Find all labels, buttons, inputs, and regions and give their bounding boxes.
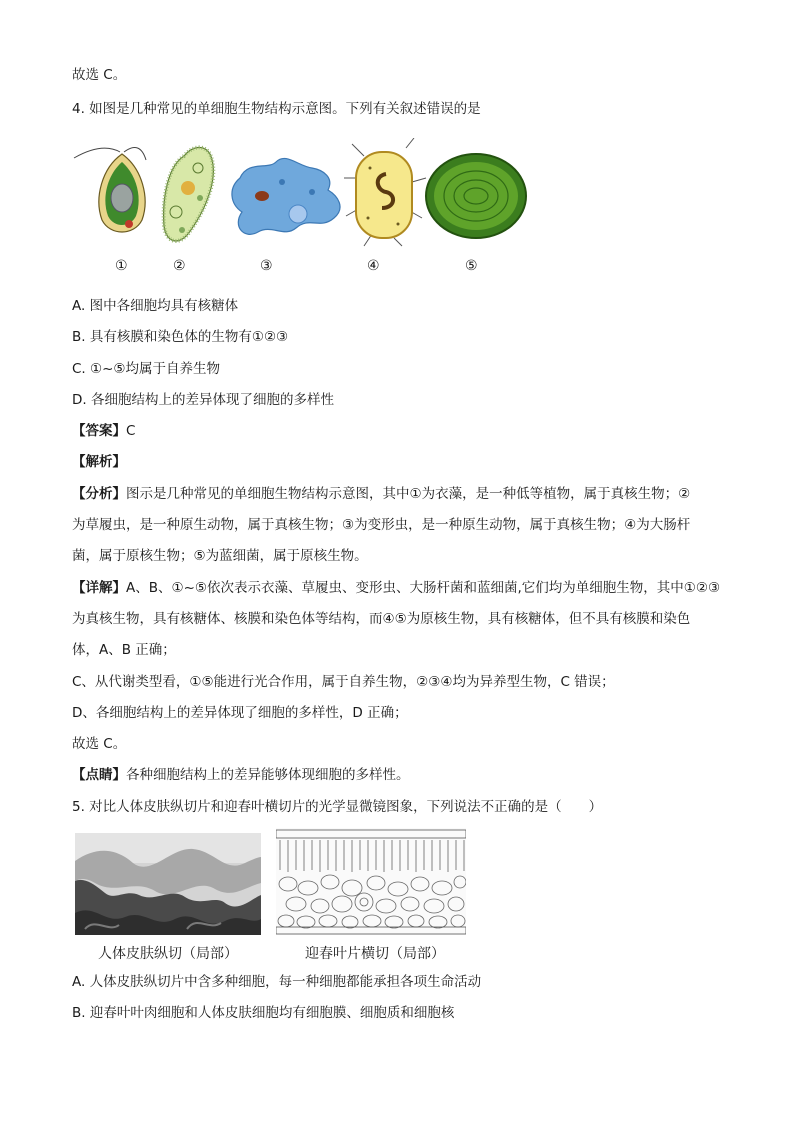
caption-skin-section: 人体皮肤纵切（局部） xyxy=(98,946,238,962)
figure-label-5: ⑤ xyxy=(465,258,478,274)
xiangjie-text-4: C、从代谢类型看，①⑤能进行光合作用，属于自养生物，②③④均为异养型生物，C 错误； xyxy=(72,674,615,690)
xiangjie-text-2: 为真核生物，具有核糖体、核膜和染色体等结构，而④⑤为原核生物，具有核糖体，但不具有核膜和染色 xyxy=(72,611,691,627)
dianjing-text: 各种细胞结构上的差异能够体现细胞的多样性。 xyxy=(126,767,410,783)
caption-leaf-section: 迎春叶片横切（局部） xyxy=(305,946,445,962)
fenxi-text-3: 菌，属于原核生物；⑤为蓝细菌，属于原核生物。 xyxy=(72,548,368,564)
single-cell-organisms-figure xyxy=(72,138,532,248)
question-5-stem: 5. 对比人体皮肤纵切片和迎春叶横切片的光学显微镜图象，下列说法不正确的是（ ） xyxy=(72,799,603,815)
leaf-cross-section-drawing xyxy=(276,828,466,935)
figure-label-3: ③ xyxy=(260,258,273,274)
amoeba-cell-image xyxy=(232,158,340,234)
answer-tag: 【答案】 xyxy=(72,423,126,439)
q4-option-b: B. 具有核膜和染色体的生物有①②③ xyxy=(72,329,289,345)
answer-value: C xyxy=(126,423,136,439)
paramecium-cell-image xyxy=(164,147,214,241)
question-4-stem: 4. 如图是几种常见的单细胞生物结构示意图。下列有关叙述错误的是 xyxy=(72,101,481,117)
answer-line xyxy=(72,422,135,440)
figure-label-2: ② xyxy=(173,258,186,274)
cyanobacterium-cell-image xyxy=(426,154,526,238)
dianjing-tag: 【点睛】 xyxy=(72,767,126,783)
q4-option-c: C. ①~⑤均属于自养生物 xyxy=(72,361,221,377)
q5-option-b: B. 迎春叶叶肉细胞和人体皮肤细胞均有细胞膜、细胞质和细胞核 xyxy=(72,1005,455,1021)
xiangjie-text-3: 体，A、B 正确； xyxy=(72,642,176,658)
q4-option-a: A. 图中各细胞均具有核糖体 xyxy=(72,298,239,314)
analysis-title: 【解析】 xyxy=(72,454,126,470)
fenxi-line-1 xyxy=(72,485,690,503)
ecoli-cell-image xyxy=(344,138,426,246)
fenxi-text-1: 图示是几种常见的单细胞生物结构示意图，其中①为衣藻，是一种低等植物，属于真核生物；② xyxy=(126,486,691,502)
xiangjie-tag: 【详解】 xyxy=(72,580,126,596)
previous-conclusion: 故选 C。 xyxy=(72,67,127,83)
fenxi-tag: 【分析】 xyxy=(72,486,126,502)
figure-label-4: ④ xyxy=(367,258,380,274)
fenxi-text-2: 为草履虫，是一种原生动物，属于真核生物；③为变形虫，是一种原生动物，属于真核生物；④为大肠杆 xyxy=(72,517,691,533)
skin-section-micrograph xyxy=(75,833,261,935)
xiangjie-text-5: D、各细胞结构上的差异体现了细胞的多样性，D 正确； xyxy=(72,705,408,721)
xiangjie-text-6: 故选 C。 xyxy=(72,736,127,752)
chlamydomonas-cell-image xyxy=(74,148,146,233)
figure-label-1: ① xyxy=(115,258,128,274)
dianjing-line xyxy=(72,766,410,784)
q4-option-d: D. 各细胞结构上的差异体现了细胞的多样性 xyxy=(72,392,334,408)
xiangjie-line-1 xyxy=(72,579,720,597)
q5-option-a: A. 人体皮肤纵切片中含多种细胞，每一种细胞都能承担各项生命活动 xyxy=(72,974,482,990)
xiangjie-text-1: A、B、①~⑤依次表示衣藻、草履虫、变形虫、大肠杆菌和蓝细菌,它们均为单细胞生物，其中①②③ xyxy=(126,580,721,596)
